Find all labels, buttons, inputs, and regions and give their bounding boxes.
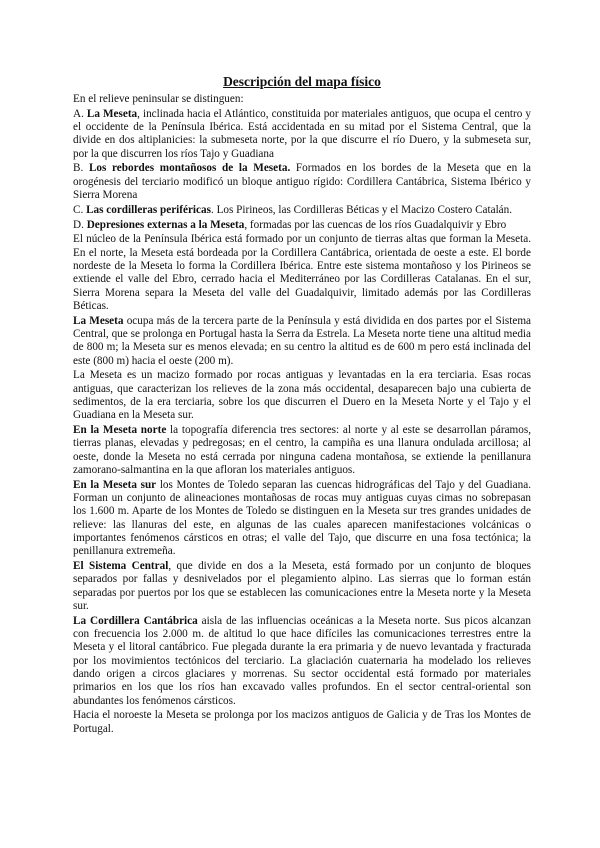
list-item-d [73, 219, 531, 232]
paragraph-text: La Meseta es un macizo formado por rocas antiguas y levantadas en la era terciaria. Esas rocas antiguas, que caracterizan los relieves de la zona más occidental, desaparecen bajo una cubierta de sedimentos, de la era terciaria, sobre los que discurren el Duero en la Meseta Norte y el Tajo y el Guadiana en la Meseta sur. [73, 369, 531, 422]
paragraph-heading: Depresiones externas a la Meseta [86, 218, 245, 231]
list-marker: B. [73, 162, 89, 175]
paragraph-heading: La Meseta [86, 107, 138, 120]
paragraph-heading: El Sistema Central [73, 560, 169, 573]
list-marker: A. [73, 107, 87, 120]
paragraph-heading: La Meseta [73, 314, 124, 327]
list-item-c [73, 204, 531, 217]
paragraph-heading: En la Meseta norte [73, 424, 167, 437]
paragraph-sistema-central [73, 560, 531, 613]
paragraph-meseta-macizo [73, 369, 531, 422]
paragraph-text: , que divide en dos a la Meseta, está formado por un conjunto de bloques separados por fallas y desnivelados por el plegamiento alpino. Las sierras que lo forman están separadas por puertos por los que se establecen las comunicaciones entre la Meseta norte y la Meseta sur. [73, 560, 531, 612]
paragraph-peninsula-core [73, 233, 531, 313]
paragraph-la-meseta [73, 315, 531, 368]
paragraph-heading: En la Meseta sur [73, 478, 157, 491]
paragraph-heading: Los rebordes montañosos de la Meseta. [88, 162, 291, 175]
list-marker: C. [73, 203, 87, 216]
paragraph-text: los Montes de Toledo separan las cuencas hidrográficas del Tajo y del Guadiana. Forman un conjunto de alineaciones montañosas de rocas muy antiguas cuyas cimas no sobrepasan los 1.600 m. Aparte de los Montes de Toledo se distinguen en la Meseta sur tres grandes unidades de relieve: las llanuras del este, en algunas de las cuales aparecen manifestaciones volcánicas o importantes fenómenos cársticos en otras; el valle del Tajo, que discurre en una fosa tectónica; la penillanura extremeña. [73, 478, 531, 558]
list-item-b [73, 162, 531, 202]
page-title: Descripción del mapa físico [223, 74, 381, 89]
paragraph-text: , inclinada hacia el Atlántico, constituida por materiales antiguos, que ocupa el centro y el occidente de la Península Ibérica. Está accidentada en su mitad por el Sistema Central, que la divide en dos altiplanicies: la submeseta norte, por la que discurre el río Duero, y la submeseta sur, por la que discurren los ríos Tajo y Guadiana [73, 107, 531, 160]
list-marker: D. [73, 218, 87, 231]
document-body [73, 74, 531, 737]
intro-paragraph [73, 93, 531, 106]
paragraph-meseta-sur [73, 479, 531, 559]
paragraph-noroeste [73, 709, 531, 736]
paragraph-text: ocupa más de la tercera parte de la Península y está dividida en dos partes por el Sistema Central, que se prolonga en Portugal hasta la Serra da Estrela. La Meseta norte tiene una altitud media de 800 m; la Meseta sur es menos elevada; en su centro la altitud es de 600 m pero está inclinada del este (800 m) hacia el oeste (200 m). [73, 314, 531, 367]
paragraph-text: Formados en los bordes de la Meseta que en la orogénesis del terciario modificó un bloque antiguo rígido: Cordillera Cantábrica, Sistema Ibérico y Sierra Morena [73, 162, 531, 202]
paragraph-heading: La Cordillera Cantábrica [73, 614, 198, 627]
paragraph-text: El núcleo de la Península Ibérica está formado por un conjunto de tierras altas que forman la Meseta. En el norte, la Meseta está bordeada por la Cordillera Cantábrica, orientada de oeste a este. El borde nordeste de la Meseta lo forma la Cordillera Ibérica. Entre este sistema montañoso y los Pirineos se extiende el valle del Ebro, cerrado hacia el Mediterráneo por las Cordilleras Catalanas. En el sur, Sierra Morena separa la Meseta del valle del Guadalquivir, limitado además por las Cordilleras Béticas. [73, 233, 531, 312]
paragraph-text: , formadas por las cuencas de los ríos Guadalquivir y Ebro [244, 218, 507, 231]
paragraph-text: . Los Pirineos, las Cordilleras Béticas y el Macizo Costero Catalán. [210, 203, 513, 216]
paragraph-text: Hacia el noroeste la Meseta se prolonga por los macizos antiguos de Galicia y de Tras los Montes de Portugal. [73, 709, 531, 735]
paragraph-text: En el relieve peninsular se distinguen: [73, 93, 244, 105]
paragraph-cordillera-cantabrica [73, 615, 531, 708]
list-item-a [73, 108, 531, 161]
paragraph-text: la topografía diferencia tres sectores: al norte y al este se desarrollan páramos, tierras planas, elevadas y pedregosas; en el centro, la campiña es una llanura ondulada arcillosa; al oeste, donde la Meseta no está cerrada por ninguna cadena montañosa, se extiende la penillanura zamorano-salmantina en la que afloran los materiales antiguos. [73, 424, 531, 477]
paragraph-heading: Las cordilleras periféricas [86, 203, 211, 216]
paragraph-text: aisla de las influencias oceánicas a la Meseta norte. Sus picos alcanzan con frecuencia los 2.000 m. de altitud lo que hace difíciles las comunicaciones terrestres entre la Meseta y el litoral cantábrico. Fue plegada durante la era primaria y de nuevo levantada y fracturada por los movimientos tectónicos del terciario. La glaciación cuaternaria ha modelado los relieves dando origen a circos glaciares y morrenas. Su sector occidental está formado por materiales primarios en los que los ríos han excavado valles profundos. En el sector central-oriental son abundantes los fenómenos cársticos. [73, 614, 531, 707]
paragraph-meseta-norte [73, 424, 531, 477]
